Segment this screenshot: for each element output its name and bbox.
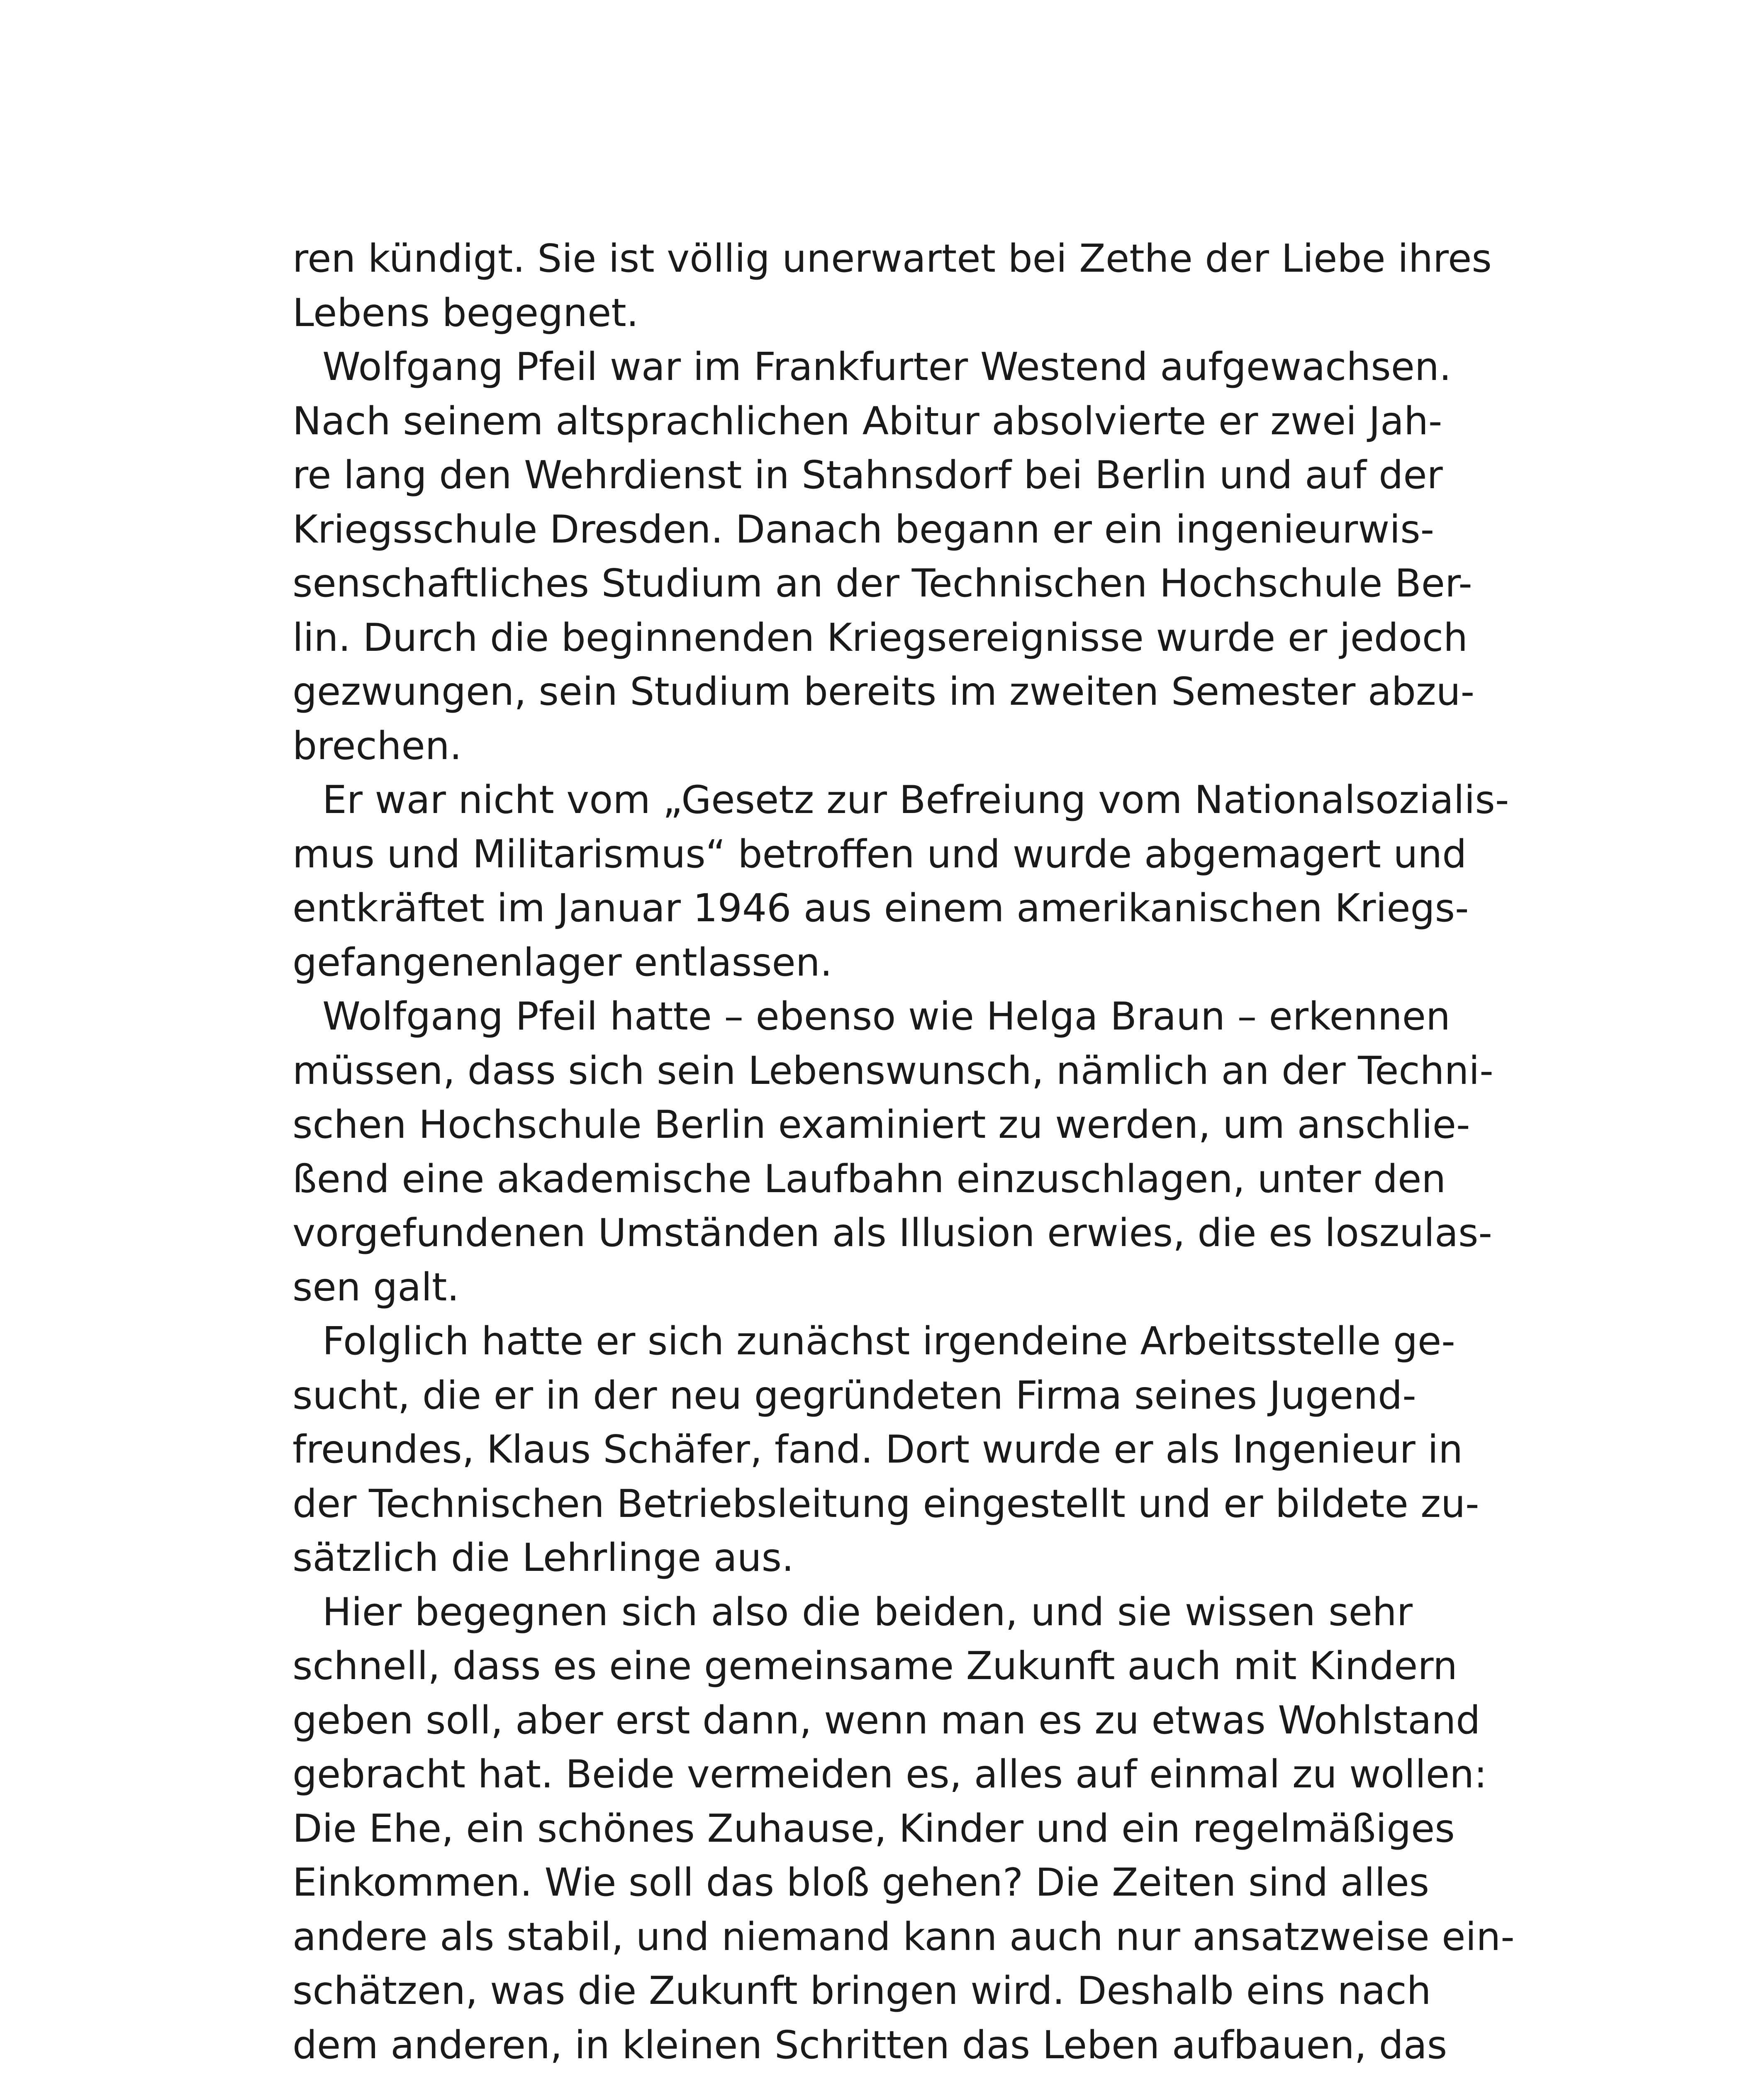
text-line: gebracht hat. Beide vermeiden es, alles auf einmal zu wollen: [292, 1752, 1487, 1796]
text-line: ßend eine akademische Laufbahn einzuschlagen, unter den [292, 1156, 1446, 1201]
text-line: vorgefundenen Umständen als Illusion erwies, die es loszulas- [292, 1210, 1492, 1255]
text-line: Kriegsschule Dresden. Danach begann er ein ingenieurwis- [292, 506, 1435, 552]
text-line: Lebens begegnet. [292, 290, 639, 335]
text-line: Wolfgang Pfeil hatte – ebenso wie Helga Braun – erkennen [322, 994, 1450, 1039]
text-line: Folglich hatte er sich zunächst irgendeine Arbeitsstelle ge- [322, 1319, 1455, 1363]
text-line: Er war nicht vom „Gesetz zur Befreiung vom Nationalsozialis- [322, 777, 1509, 822]
text-line: mus und Militarismus“ betroffen und wurde abgemagert und [292, 831, 1467, 876]
text-line: Hier begegnen sich also die beiden, und sie wissen sehr [322, 1589, 1413, 1634]
text-line: schnell, dass es eine gemeinsame Zukunft auch mit Kindern [292, 1643, 1457, 1688]
text-line: müssen, dass sich sein Lebenswunsch, nämlich an der Techni- [292, 1048, 1494, 1093]
text-line: entkräftet im Januar 1946 aus einem amerikanischen Kriegs- [292, 886, 1469, 930]
text-line: lin. Durch die beginnenden Kriegsereignisse wurde er jedoch [292, 615, 1468, 660]
text-line: gezwungen, sein Studium bereits im zweiten Semester abzu- [292, 669, 1475, 714]
text-line: dem anderen, in kleinen Schritten das Leben aufbauen, das [292, 2022, 1447, 2067]
text-line: Einkommen. Wie soll das bloß gehen? Die Zeiten sind alles [292, 1860, 1430, 1905]
text-line: schätzen, was die Zukunft bringen wird. Deshalb eins nach [292, 1968, 1431, 2013]
text-line: geben soll, aber erst dann, wenn man es zu etwas Wohlstand [292, 1697, 1481, 1743]
text-line: re lang den Wehrdienst in Stahnsdorf bei Berlin und auf der [292, 453, 1443, 497]
text-line: sätzlich die Lehrlinge aus. [292, 1535, 794, 1580]
text-line: gefangenenlager entlassen. [292, 940, 833, 985]
text-line: brechen. [292, 723, 462, 768]
text-line: sen galt. [292, 1264, 460, 1310]
text-line: freundes, Klaus Schäfer, fand. Dort wurde er als Ingenieur in [292, 1427, 1463, 1472]
text-line: Die Ehe, ein schönes Zuhause, Kinder und ein regelmäßiges [292, 1806, 1455, 1851]
text-line: senschaftliches Studium an der Technischen Hochschule Ber- [292, 561, 1472, 606]
text-line: andere als stabil, und niemand kann auch nur ansatzweise ein- [292, 1914, 1515, 1959]
text-line: Nach seinem altsprachlichen Abitur absolvierte er zwei Jah- [292, 398, 1442, 443]
text-line: ren kündigt. Sie ist völlig unerwartet bei Zethe der Liebe ihres [292, 236, 1492, 281]
text-line: Wolfgang Pfeil war im Frankfurter Westend aufgewachsen. [322, 344, 1452, 389]
text-line: sucht, die er in der neu gegründeten Firma seines Jugend- [292, 1373, 1416, 1418]
text-line: schen Hochschule Berlin examiniert zu werden, um anschlie- [292, 1102, 1470, 1147]
body-text [292, 231, 1515, 2072]
text-line: der Technischen Betriebsleitung eingestellt und er bildete zu- [292, 1481, 1479, 1526]
